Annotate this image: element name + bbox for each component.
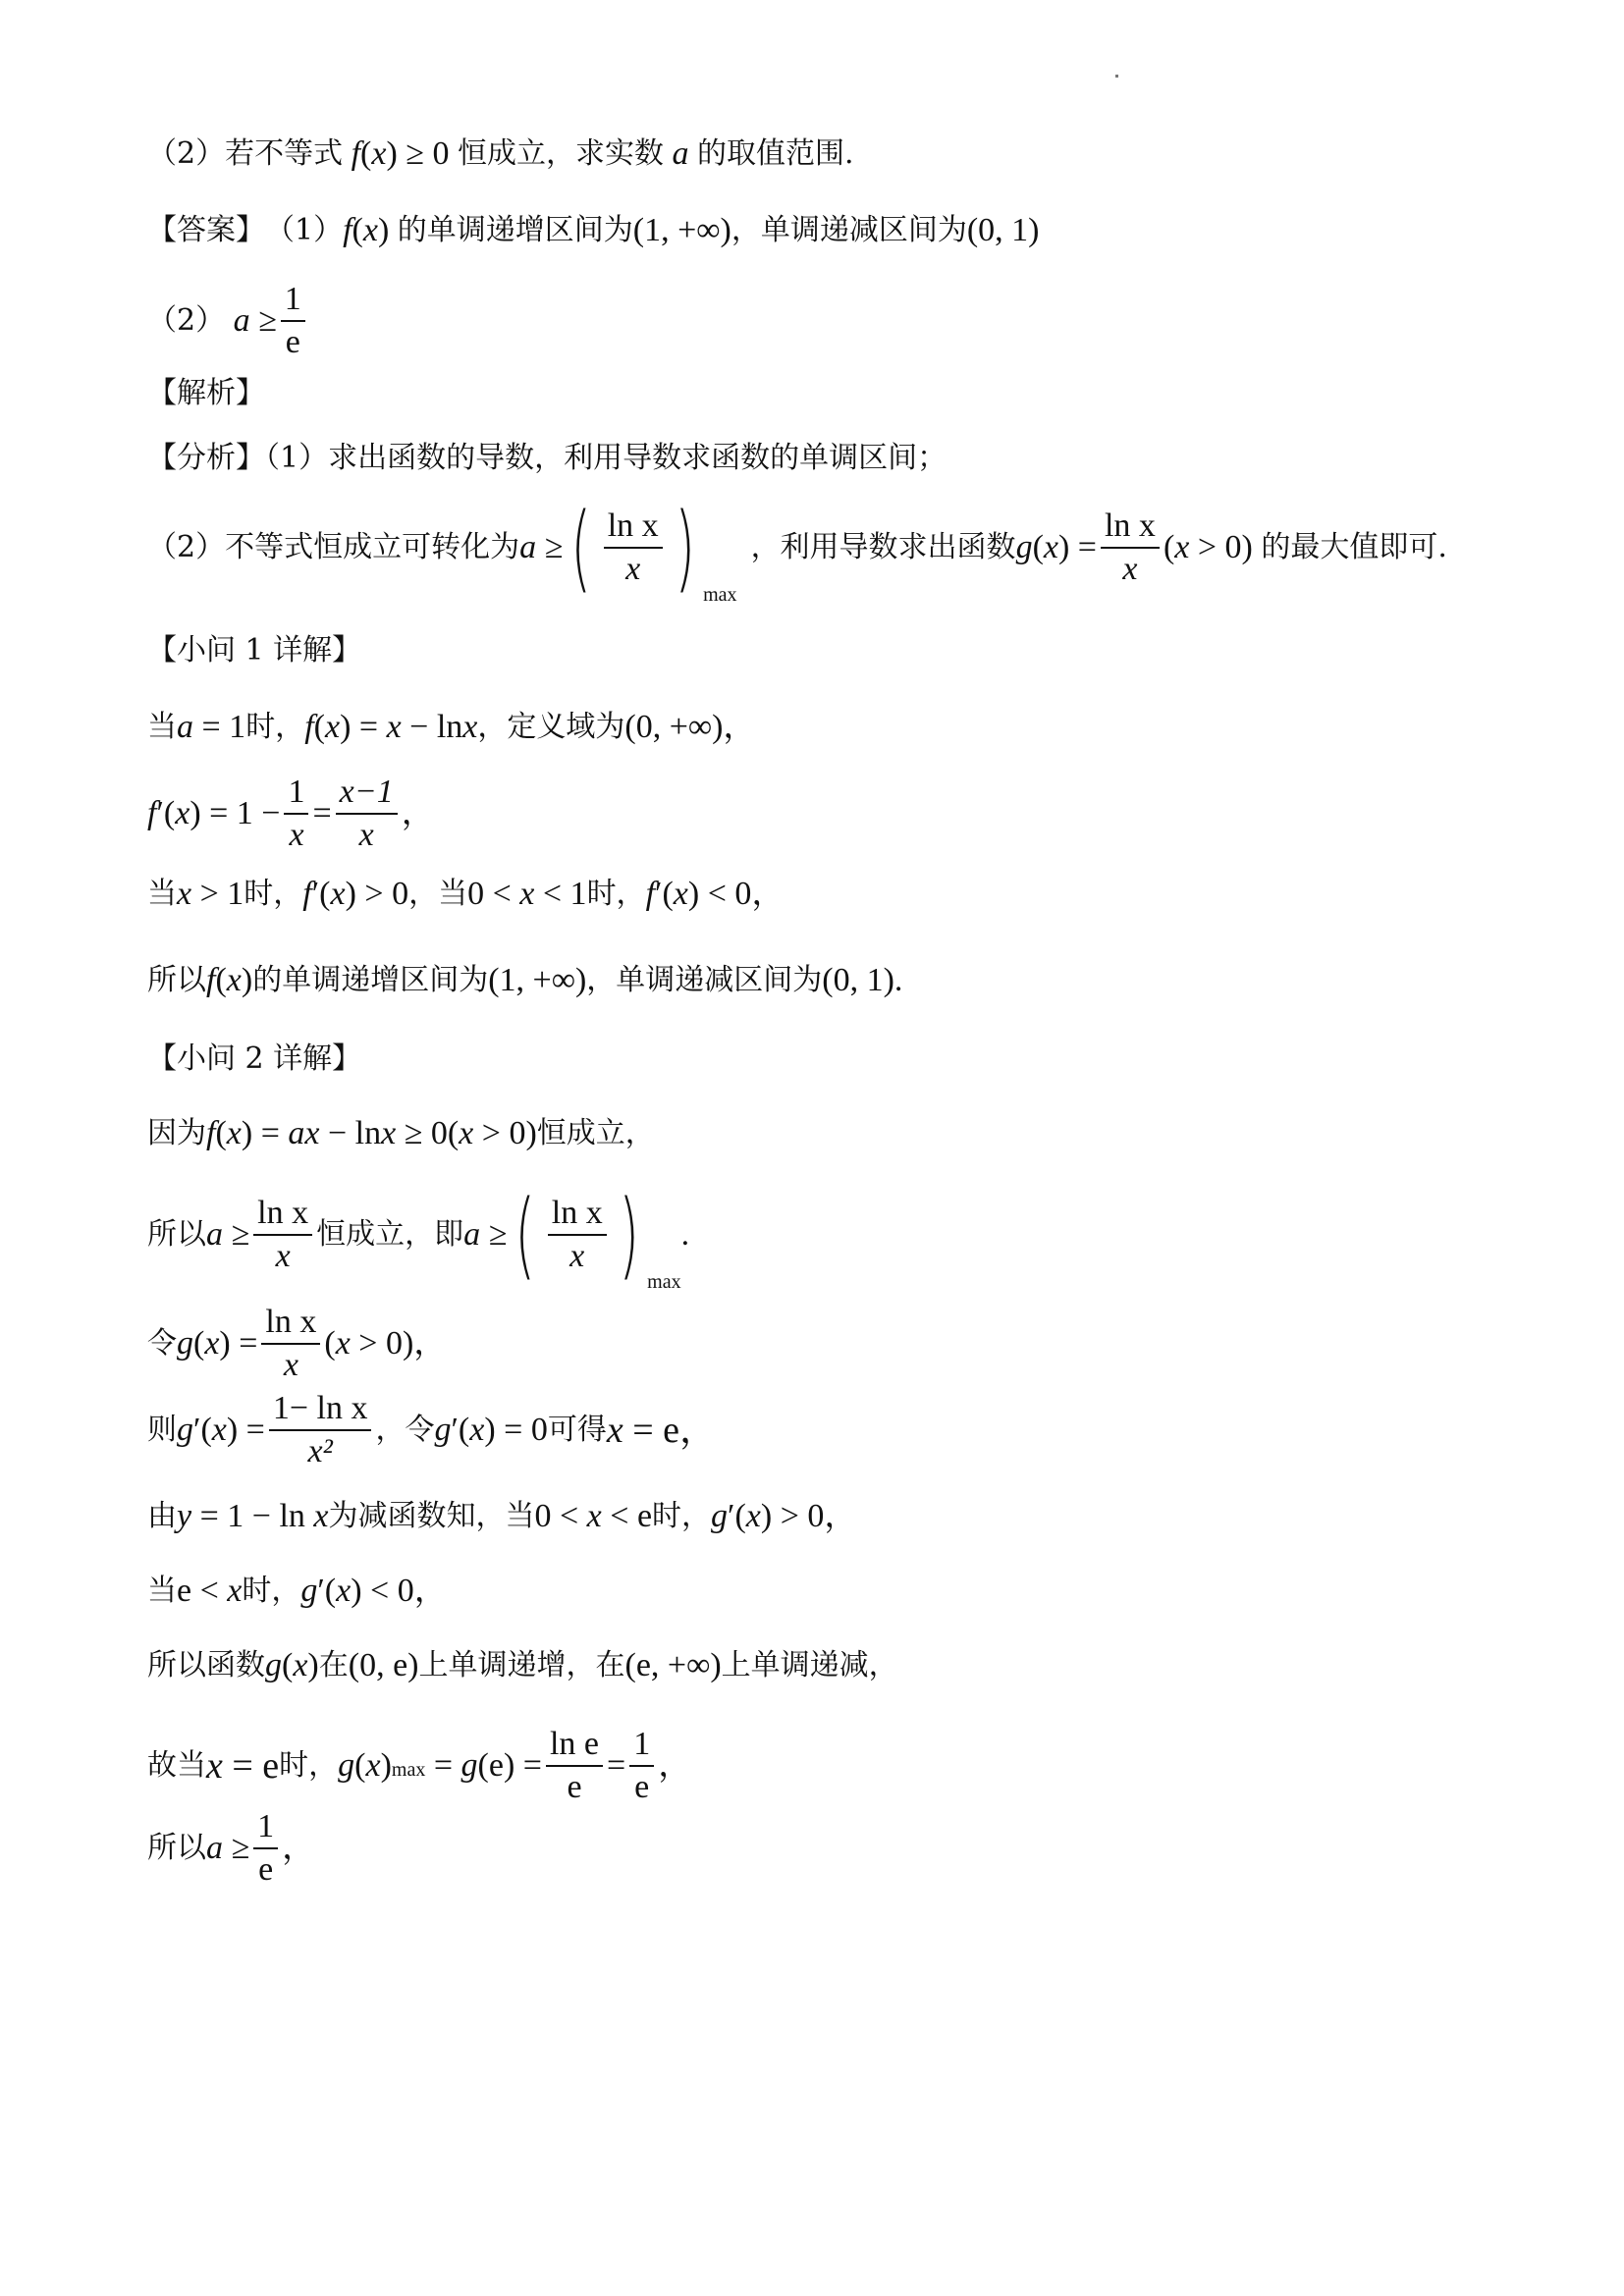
fraction: $\frac{\text{ln x}}{x}$ bbox=[261, 1306, 320, 1382]
fraction: $\frac{\text{ln x}}{x}$ bbox=[1101, 509, 1160, 586]
math: g′(x) > 0， bbox=[711, 1498, 858, 1534]
math: (1, +∞) bbox=[632, 212, 731, 248]
fraction: $\frac{1}{e}$ bbox=[253, 1810, 278, 1887]
fraction: $\frac{x-1}{x}$ bbox=[336, 775, 398, 852]
fraction: $\frac{1}{e}$ bbox=[281, 283, 305, 359]
math: a ≥ bbox=[206, 1216, 250, 1253]
math: f′(x) = 1 − bbox=[147, 795, 281, 831]
math: g(x) = bbox=[177, 1325, 258, 1362]
answer-line-1: 【答案】 （1） f(x) 的单调递增区间为 (1, +∞) ，单调递减区间为 (0, 1) bbox=[147, 212, 1040, 248]
step-1: 当 a = 1 时， f(x) = x − lnx ，定义域为 (0, +∞)， bbox=[147, 709, 757, 745]
step-4: 所以 f(x) 的单调递增区间为 (1, +∞) ，单调递减区间为 (0, 1). bbox=[147, 962, 903, 998]
step-9: 由 y = 1 − ln x 为减函数知，当 0 < x < e 时， g′(x) > 0， bbox=[147, 1498, 858, 1534]
math: (x > 0)， bbox=[324, 1325, 448, 1362]
math: y = 1 − ln x bbox=[177, 1498, 329, 1534]
math: a = 1 bbox=[177, 709, 246, 745]
math: x = e bbox=[206, 1745, 280, 1787]
fraction: $\frac{\text{ln x}}{x}$ bbox=[604, 509, 663, 586]
math: f(x) = x − lnx bbox=[304, 709, 478, 745]
step-8: 则 g′(x) = $\frac{\text{1− ln x}}{\text{x²}}$ ，令 g′(x) = 0 可得 x = e， bbox=[147, 1390, 718, 1469]
answer-line-2: （2） a ≥ $\frac{1}{e}$ bbox=[147, 283, 309, 359]
step-13: 所以 a ≥ $\frac{1}{e}$ ， bbox=[147, 1808, 316, 1888]
math: = bbox=[607, 1747, 626, 1784]
math: f(x) = ax − lnx ≥ 0(x > 0) bbox=[206, 1115, 537, 1151]
step-7: 令 g(x) = $\frac{\text{ln x}}{x}$ (x > 0)， bbox=[147, 1304, 448, 1383]
math: a ≥ bbox=[225, 302, 277, 339]
subquestion-1-heading: 【小问 1 详解】 bbox=[147, 633, 362, 667]
math: a bbox=[663, 135, 697, 172]
math: x > 1 bbox=[177, 876, 244, 912]
answer-heading: 【答案】 bbox=[147, 213, 265, 247]
analysis-part-1: 【分析】（1）求出函数的导数，利用导数求函数的单调区间； bbox=[147, 441, 947, 475]
fraction: $\frac{1}{e}$ bbox=[629, 1728, 654, 1804]
math: g(x) = bbox=[1015, 529, 1097, 565]
fraction: $\frac{1}{x}$ bbox=[284, 775, 308, 852]
math: (e, +∞) bbox=[624, 1647, 722, 1683]
fraction: $\frac{\text{1− ln x}}{\text{x²}}$ bbox=[269, 1392, 372, 1468]
step-3: 当 x > 1 时， f′(x) > 0 ，当 0 < x < 1 时， f′(x) < 0， bbox=[147, 876, 785, 912]
math: f′(x) > 0 bbox=[302, 876, 409, 912]
math: f′(x) < 0， bbox=[645, 876, 785, 912]
math: (1, +∞) bbox=[488, 962, 587, 998]
math: (0, e) bbox=[348, 1647, 419, 1683]
analysis-part-2: （2）不等式恒成立可转化为 a ≥ ( $\frac{\text{ln x}}{x}$ ) max ，利用导数求出函数 g(x) = $\frac{\text{ln x}}{x}$ (x > 0) 的最大值即可. bbox=[147, 493, 1447, 606]
fraction: $\frac{\text{ln x}}{x}$ bbox=[548, 1197, 607, 1273]
problem-part-2: （2）若不等式 f(x) ≥ 0 恒成立，求实数 a 的取值范围. bbox=[147, 135, 854, 172]
step-6: 所以 a ≥ $\frac{\text{ln x}}{x}$ 恒成立，即 a ≥ ( $\frac{\text{ln x}}{x}$ ) max . bbox=[147, 1180, 690, 1293]
math: a ≥ bbox=[463, 1216, 508, 1253]
math: (0, +∞)， bbox=[624, 709, 757, 745]
math: (x > 0) bbox=[1163, 529, 1262, 565]
math: f(x) bbox=[343, 212, 398, 248]
math: f(x) ≥ 0 bbox=[351, 135, 458, 172]
step-5: 因为 f(x) = ax − lnx ≥ 0(x > 0) 恒成立， bbox=[147, 1115, 655, 1151]
step-10: 当 e < x 时， g′(x) < 0， bbox=[147, 1573, 448, 1609]
step-2: f′(x) = 1 − $\frac{1}{x}$ = $\frac{x-1}{x}$ ， bbox=[147, 774, 435, 853]
analysis-heading: 【解析】 bbox=[147, 376, 265, 410]
page-mark bbox=[1115, 75, 1118, 78]
math: g′(x) = bbox=[177, 1412, 265, 1448]
math: g′(x) = 0 bbox=[434, 1412, 548, 1448]
math: 0 < x < 1 bbox=[467, 876, 587, 912]
subquestion-2-heading: 【小问 2 详解】 bbox=[147, 1041, 362, 1076]
math: g(x) bbox=[265, 1647, 319, 1683]
math: (0, 1) bbox=[966, 212, 1040, 248]
math: f(x) bbox=[206, 962, 253, 998]
math: g′(x) < 0， bbox=[300, 1573, 448, 1609]
fraction: $\frac{\text{ln x}}{x}$ bbox=[253, 1197, 312, 1273]
math: a ≥ bbox=[519, 529, 564, 565]
math: 0 < x < e bbox=[534, 1498, 653, 1534]
math: e < x bbox=[177, 1573, 243, 1609]
math: a ≥ bbox=[206, 1830, 250, 1866]
step-11: 所以函数 g(x) 在 (0, e) 上单调递增，在 (e, +∞) 上单调递减， bbox=[147, 1647, 898, 1683]
step-12: 故当 x = e 时， g(x)max = g(e) = $\frac{\text{ln e}}{e}$ = $\frac{1}{e}$ ， bbox=[147, 1726, 692, 1805]
math: (0, 1). bbox=[822, 962, 903, 998]
math: g(x)max = g(e) = bbox=[338, 1747, 542, 1784]
fraction: $\frac{\text{ln e}}{e}$ bbox=[546, 1728, 603, 1804]
math: x = e， bbox=[606, 1410, 718, 1451]
math: = bbox=[312, 795, 332, 831]
